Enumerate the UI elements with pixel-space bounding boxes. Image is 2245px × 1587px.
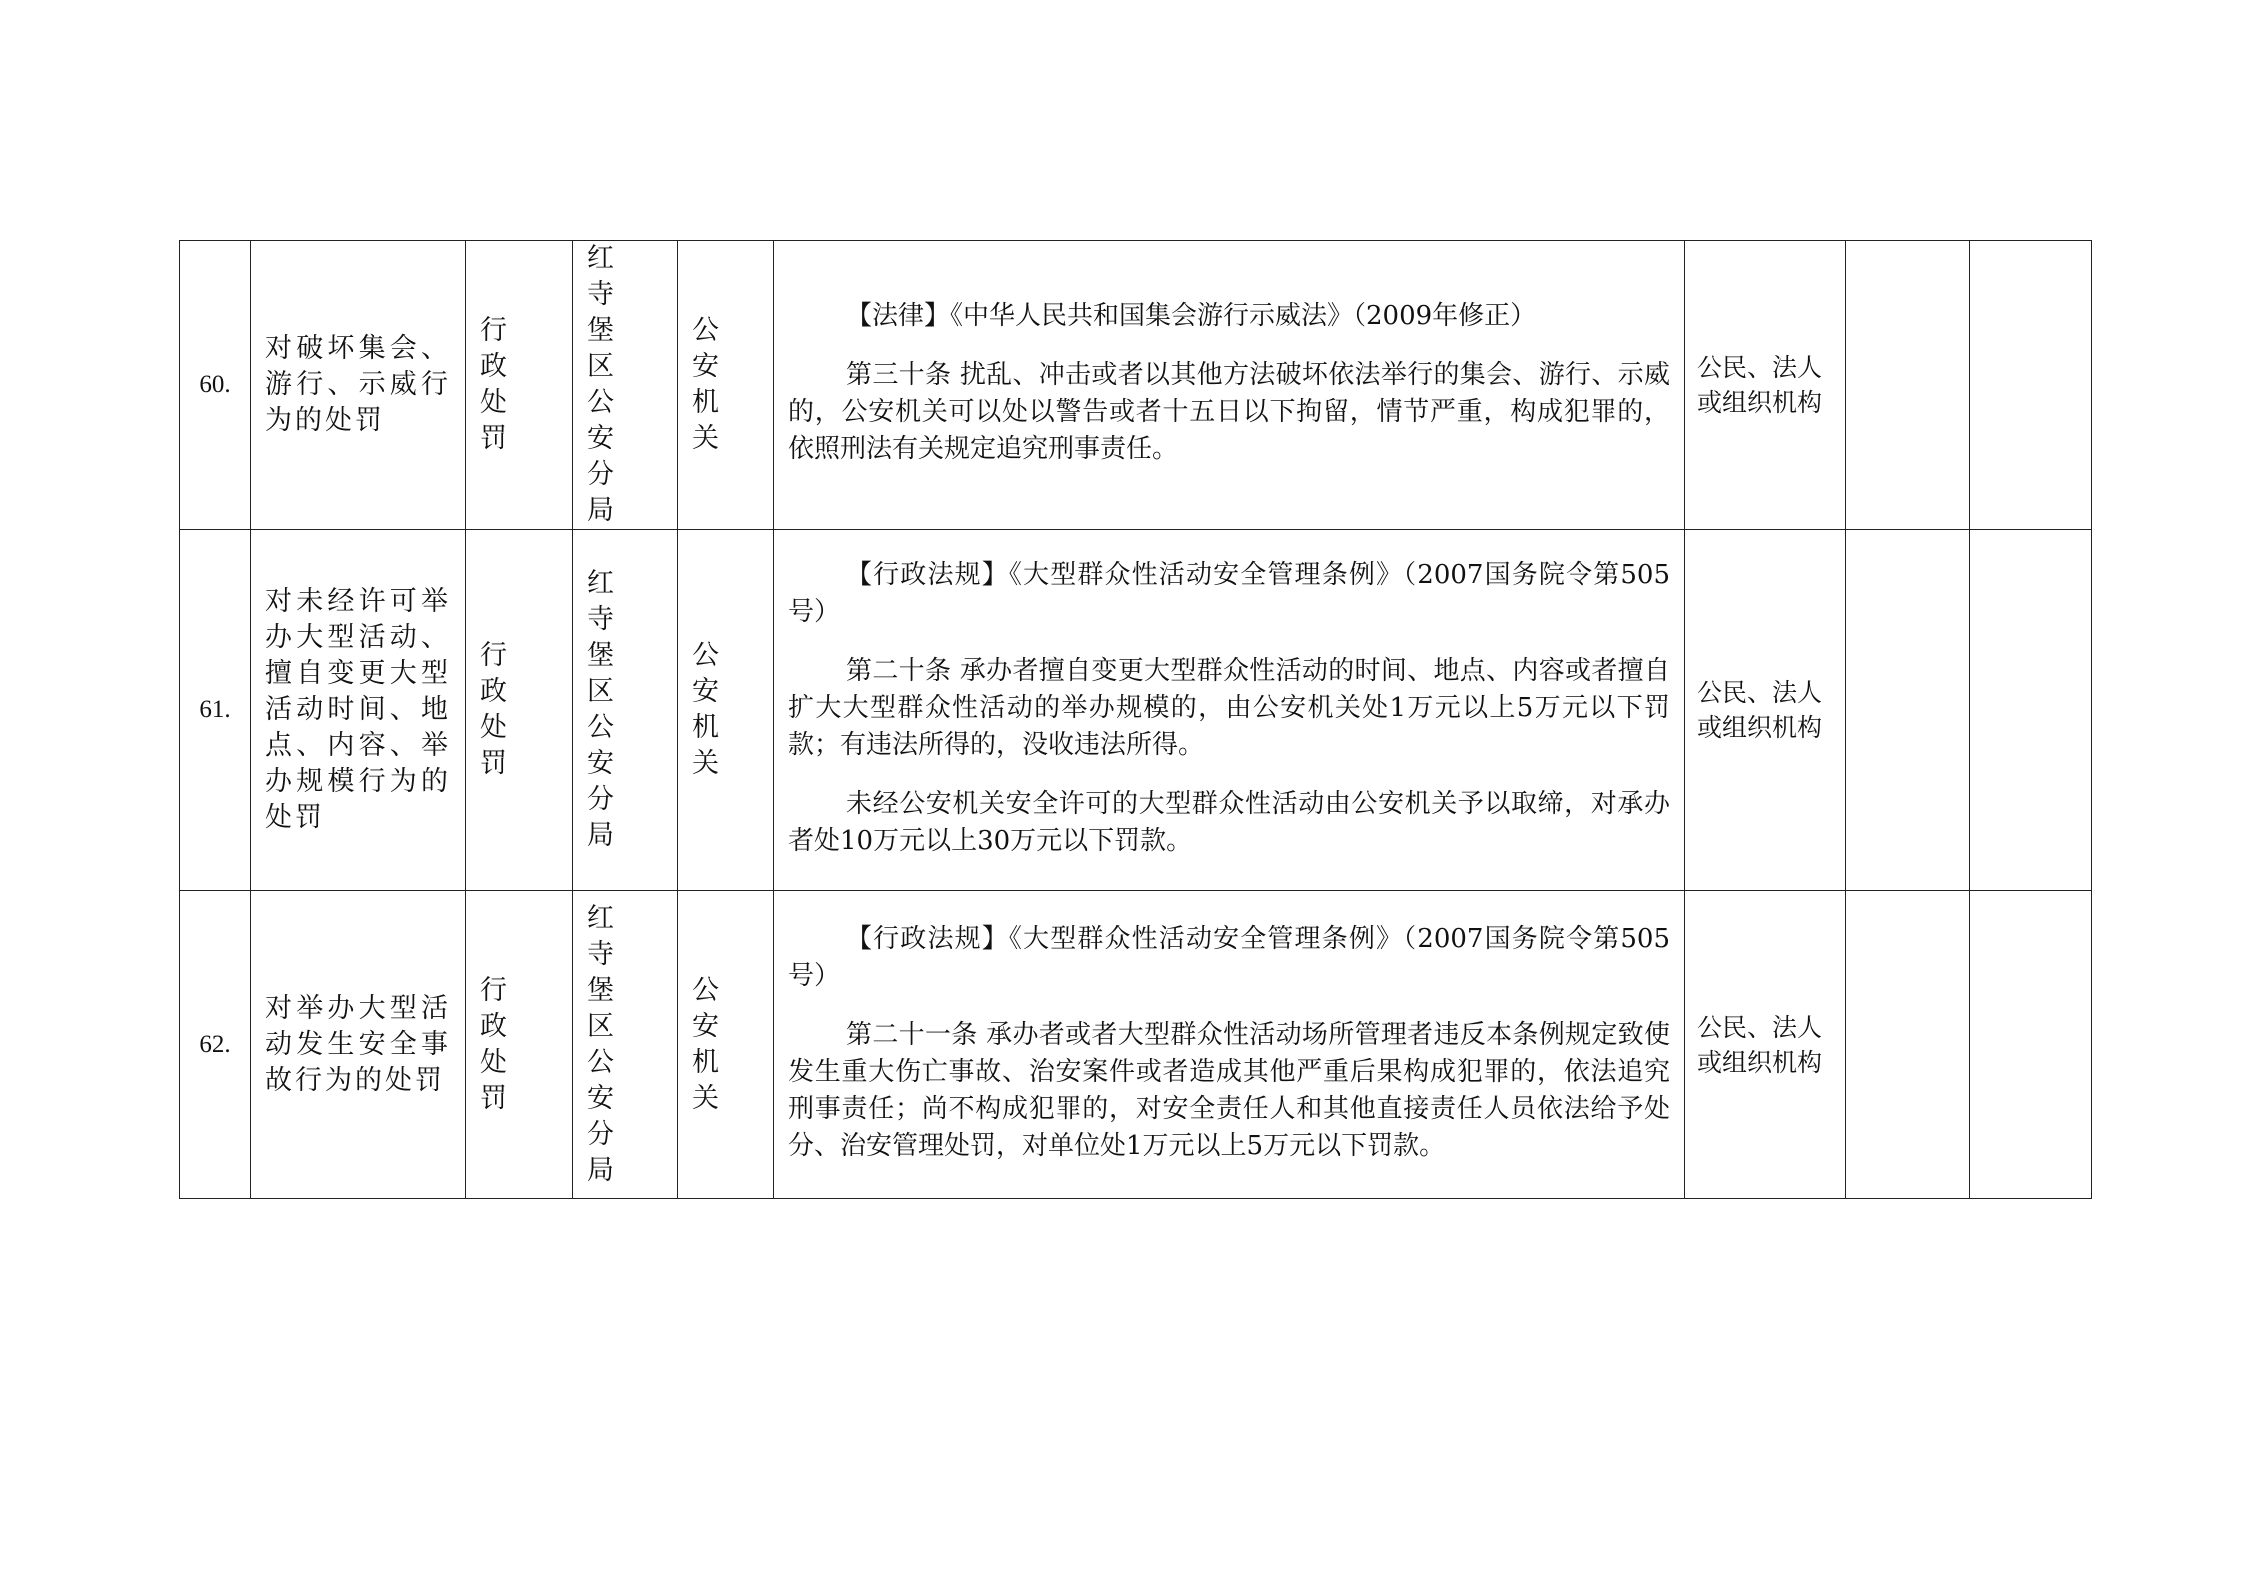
legal-basis [774,530,1685,891]
legal-basis [774,241,1685,530]
power-type: 行政处罚 [466,891,573,1199]
power-type: 行政处罚 [466,530,573,891]
penalty-table [179,240,2092,1199]
extra-cell [1970,530,2092,891]
extra-cell [1970,241,2092,530]
basis-article: 第三十条 扰乱、冲击或者以其他方法破坏依法举行的集会、游行、示威的，公安机关可以处以警告或者十五日以下拘留，情节严重，构成犯罪的，依照刑法有关规定追究刑事责任。 [788,360,1670,464]
basis-law-title: 【行政法规】《大型群众性活动安全管理条例》（2007国务院令第505号） [788,923,1670,991]
implementing-organ: 公安机关 [678,891,774,1199]
implementing-department: 红寺堡区公安分局 [573,241,678,530]
extra-cell [1970,891,2092,1199]
basis-article: 未经公安机关安全许可的大型群众性活动由公安机关予以取缔，对承办者处10万元以上30万元以下罚款。 [788,788,1670,856]
table-row [180,530,2092,891]
item-name: 对举办大型活动发生安全事故行为的处罚 [251,891,466,1199]
extra-cell [1846,530,1970,891]
row-number: 62. [180,891,251,1199]
subject: 公民、法人或组织机构 [1685,530,1846,891]
implementing-organ: 公安机关 [678,530,774,891]
subject: 公民、法人或组织机构 [1685,241,1846,530]
implementing-department: 红寺堡区公安分局 [573,891,678,1199]
extra-cell [1846,241,1970,530]
row-number: 61. [180,530,251,891]
table-row [180,241,2092,530]
legal-basis [774,891,1685,1199]
extra-cell [1846,891,1970,1199]
item-name: 对未经许可举办大型活动、擅自变更大型活动时间、地点、内容、举办规模行为的处罚 [251,530,466,891]
table-row [180,891,2092,1199]
basis-article: 第二十条 承办者擅自变更大型群众性活动的时间、地点、内容或者擅自扩大大型群众性活动的举办规模的，由公安机关处1万元以上5万元以下罚款；有违法所得的，没收违法所得。 [788,655,1670,760]
basis-article: 第二十一条 承办者或者大型群众性活动场所管理者违反本条例规定致使发生重大伤亡事故、治安案件或者造成其他严重后果构成犯罪的，依法追究刑事责任；尚不构成犯罪的，对安全责任人和其他直接责任人员依法给予处分、治安管理处罚，对单位处1万元以上5万元以下罚款。 [788,1019,1670,1161]
item-name: 对破坏集会、游行、示威行为的处罚 [251,241,466,530]
power-type: 行政处罚 [466,241,573,530]
row-number: 60. [180,241,251,530]
basis-law-title: 【法律】《中华人民共和国集会游行示威法》（2009年修正） [846,301,1537,331]
implementing-department: 红寺堡区公安分局 [573,530,678,891]
basis-law-title: 【行政法规】《大型群众性活动安全管理条例》（2007国务院令第505号） [788,559,1670,627]
implementing-organ: 公安机关 [678,241,774,530]
subject: 公民、法人或组织机构 [1685,891,1846,1199]
